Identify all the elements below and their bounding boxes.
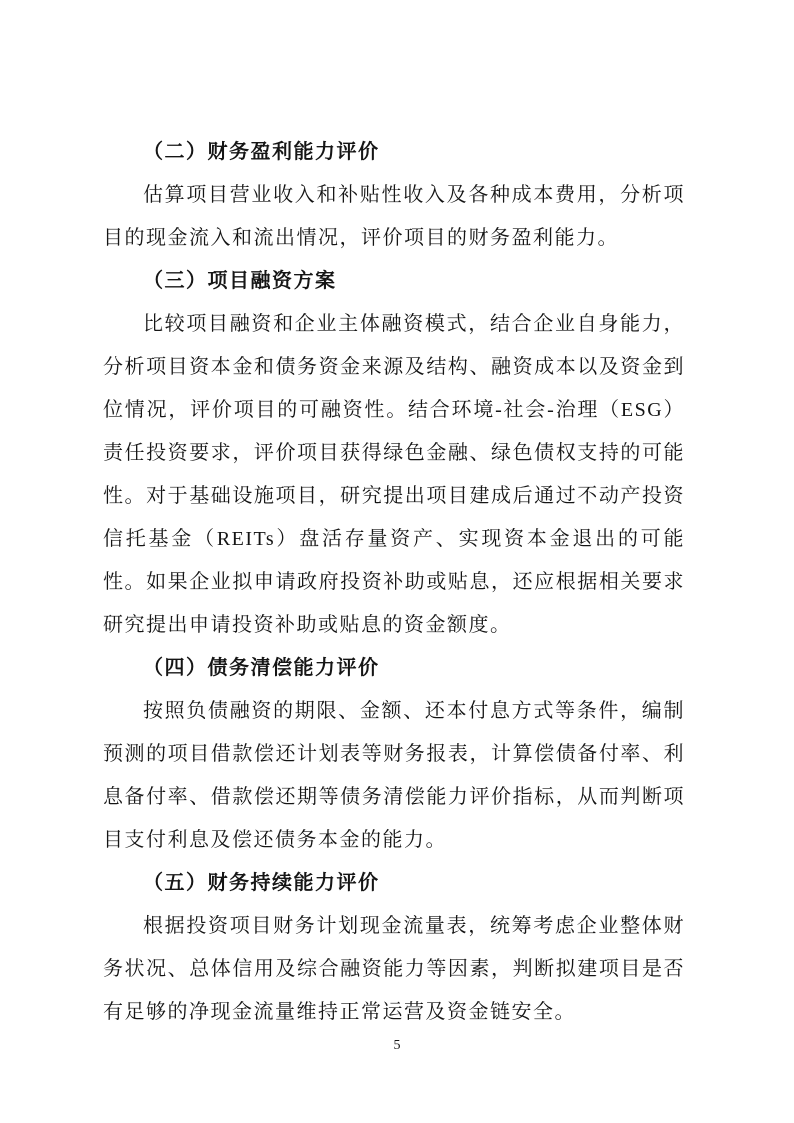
- section-paragraph: 按照负债融资的期限、金额、还本付息方式等条件，编制预测的项目借款偿还计划表等财务报表，计算偿债备付率、利息备付率、借款偿还期等债务清偿能力评价指标，从而判断项目支付利息及偿还债务本金的能力。: [103, 700, 685, 851]
- section-financial-profitability: [103, 131, 685, 260]
- page-footer: [0, 1036, 794, 1056]
- page-number: 5: [393, 1038, 401, 1053]
- section-project-financing-plan: [103, 260, 685, 647]
- section-debt-repayment-capacity: [103, 647, 685, 862]
- section-heading: （四）债务清偿能力评价: [143, 657, 380, 679]
- section-heading: （五）财务持续能力评价: [143, 872, 380, 894]
- section-financial-sustainability: [103, 862, 685, 1034]
- section-heading: （三）项目融资方案: [143, 270, 337, 292]
- section-paragraph: 根据投资项目财务计划现金流量表，统筹考虑企业整体财务状况、总体信用及综合融资能力等因素，判断拟建项目是否有足够的净现金流量维持正常运营及资金链安全。: [103, 915, 685, 1023]
- section-paragraph: 估算项目营业收入和补贴性收入及各种成本费用，分析项目的现金流入和流出情况，评价项目的财务盈利能力。: [103, 184, 685, 249]
- document-content: [103, 131, 685, 1034]
- section-paragraph: 比较项目融资和企业主体融资模式，结合企业自身能力，分析项目资本金和债务资金来源及结构、融资成本以及资金到位情况，评价项目的可融资性。结合环境-社会-治理（ESG）责任投资要求，评价项目获得绿色金融、绿色债权支持的可能性。对于基础设施项目，研究提出项目建成后通过不动产投资信托基金（REITs）盘活存量资产、实现资本金退出的可能性。如果企业拟申请政府投资补助或贴息，还应根据相关要求研究提出申请投资补助或贴息的资金额度。: [103, 313, 685, 636]
- section-heading: （二）财务盈利能力评价: [143, 141, 380, 163]
